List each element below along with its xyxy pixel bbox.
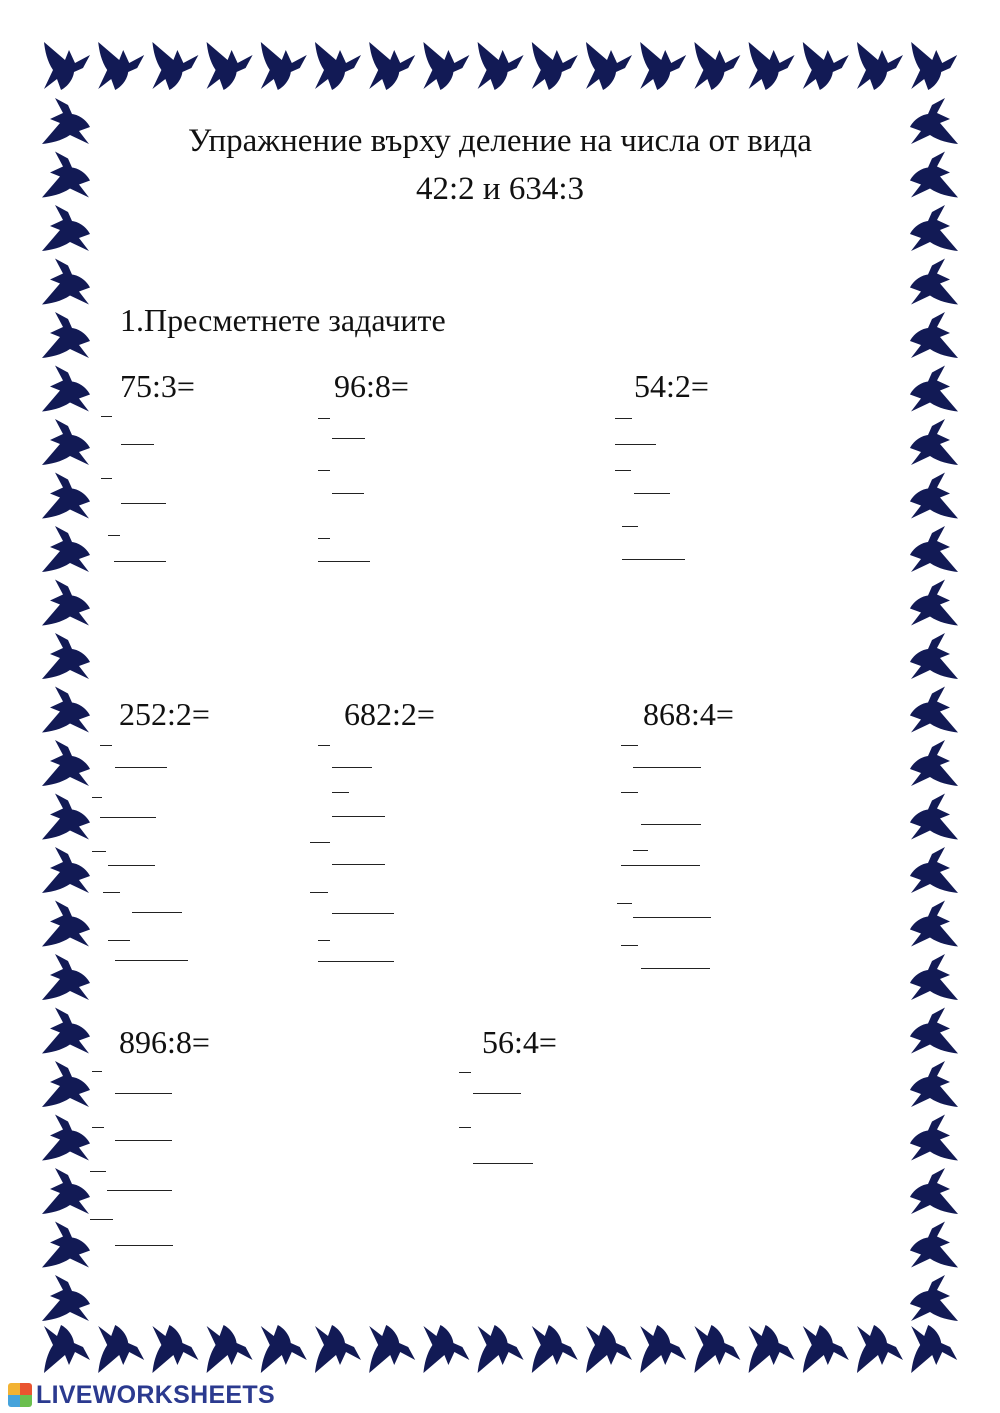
work-line xyxy=(90,1219,113,1220)
swallow-icon xyxy=(42,259,90,305)
swallow-icon xyxy=(152,1325,198,1373)
swallow-icon xyxy=(910,1168,958,1214)
work-line xyxy=(332,493,364,494)
brand-name: LIVEWORKSHEETS xyxy=(36,1380,275,1409)
problem-expression: 868:4= xyxy=(643,696,734,732)
logo-square xyxy=(8,1383,20,1395)
work-line xyxy=(115,1245,173,1246)
work-line xyxy=(92,1127,104,1128)
swallow-icon xyxy=(910,473,958,519)
swallow-icon xyxy=(910,633,958,679)
swallow-icon xyxy=(910,901,958,947)
swallow-icon xyxy=(42,152,90,198)
swallow-icon xyxy=(857,42,903,90)
swallow-icon xyxy=(694,42,740,90)
work-line xyxy=(115,767,167,768)
swallow-icon xyxy=(910,98,958,144)
work-line xyxy=(473,1093,521,1094)
work-line xyxy=(132,912,182,913)
swallow-icon xyxy=(369,42,415,90)
swallow-icon xyxy=(857,1325,903,1373)
swallow-icon xyxy=(749,1325,795,1373)
work-line xyxy=(103,892,120,893)
swallow-icon xyxy=(42,687,90,733)
work-line xyxy=(108,865,155,866)
swallow-icon xyxy=(910,1115,958,1161)
swallow-icon xyxy=(910,526,958,572)
swallow-icon xyxy=(586,1325,632,1373)
work-line xyxy=(621,945,638,946)
work-line xyxy=(318,940,330,941)
swallow-icon xyxy=(315,1325,361,1373)
swallow-icon xyxy=(42,1168,90,1214)
work-line xyxy=(115,1093,172,1094)
swallow-icon xyxy=(42,1222,90,1268)
swallow-icon xyxy=(207,42,253,90)
logo-square xyxy=(20,1383,32,1395)
swallow-icon xyxy=(640,42,686,90)
swallow-icon xyxy=(910,1061,958,1107)
work-line xyxy=(634,493,670,494)
swallow-icon xyxy=(98,1325,144,1373)
swallow-icon xyxy=(42,526,90,572)
work-line xyxy=(318,470,330,471)
swallow-icon xyxy=(42,847,90,893)
work-line xyxy=(92,797,102,798)
work-line xyxy=(641,968,710,969)
swallow-icon xyxy=(640,1325,686,1373)
work-line xyxy=(633,850,648,851)
work-line xyxy=(318,561,370,562)
swallow-icon xyxy=(42,794,90,840)
swallow-icon xyxy=(42,98,90,144)
work-line xyxy=(621,745,638,746)
work-line xyxy=(108,940,130,941)
work-line xyxy=(100,817,156,818)
swallow-icon xyxy=(315,42,361,90)
swallow-icon xyxy=(910,794,958,840)
swallow-icon xyxy=(910,419,958,465)
swallow-icon xyxy=(910,152,958,198)
work-line xyxy=(332,792,349,793)
swallow-icon xyxy=(42,473,90,519)
work-line xyxy=(121,444,154,445)
swallow-icon xyxy=(910,687,958,733)
work-line xyxy=(622,559,685,560)
work-line xyxy=(332,438,365,439)
task-instruction: 1.Пресметнете задачите xyxy=(120,302,446,338)
swallow-icon xyxy=(261,42,307,90)
work-line xyxy=(332,767,372,768)
work-line xyxy=(108,535,120,536)
swallow-icon xyxy=(42,580,90,626)
swallow-icon xyxy=(532,42,578,90)
problem-expression: 252:2= xyxy=(119,696,210,732)
swallow-icon xyxy=(42,1008,90,1054)
swallow-icon xyxy=(910,954,958,1000)
problem-expression: 682:2= xyxy=(344,696,435,732)
swallow-icon xyxy=(42,740,90,786)
work-line xyxy=(621,792,638,793)
work-line xyxy=(459,1127,471,1128)
work-line xyxy=(615,418,632,419)
swallow-icon xyxy=(803,42,849,90)
swallow-icon xyxy=(261,1325,307,1373)
swallow-icon xyxy=(910,1222,958,1268)
work-line xyxy=(318,538,330,539)
work-line xyxy=(310,842,330,843)
swallow-icon xyxy=(532,1325,578,1373)
swallow-icon xyxy=(207,1325,253,1373)
work-line xyxy=(101,478,112,479)
swallow-icon xyxy=(423,1325,469,1373)
swallow-icon xyxy=(42,312,90,358)
work-line xyxy=(101,416,112,417)
work-line xyxy=(107,1190,172,1191)
swallow-icon xyxy=(910,259,958,305)
work-line xyxy=(318,745,330,746)
worksheet-title: Упражнение върху деление на числа от вида xyxy=(188,123,812,159)
work-line xyxy=(615,470,631,471)
logo-square xyxy=(8,1395,20,1407)
work-line xyxy=(115,1140,172,1141)
swallow-icon xyxy=(910,1008,958,1054)
liveworksheets-logo-icon xyxy=(8,1383,32,1407)
work-line xyxy=(641,824,701,825)
swallow-icon xyxy=(910,312,958,358)
work-line xyxy=(114,561,166,562)
swallow-icon xyxy=(478,42,524,90)
work-line xyxy=(100,745,112,746)
problem-expression: 896:8= xyxy=(119,1024,210,1060)
swallow-icon xyxy=(42,1115,90,1161)
work-line xyxy=(615,444,656,445)
work-line xyxy=(318,418,330,419)
swallow-icon xyxy=(803,1325,849,1373)
swallow-icon xyxy=(42,954,90,1000)
swallow-icon xyxy=(749,42,795,90)
swallow-icon xyxy=(42,1275,90,1321)
swallow-icon xyxy=(369,1325,415,1373)
work-line xyxy=(332,816,385,817)
swallow-icon xyxy=(910,580,958,626)
swallow-icon xyxy=(586,42,632,90)
swallow-icon xyxy=(42,366,90,412)
work-line xyxy=(310,892,328,893)
logo-square xyxy=(20,1395,32,1407)
work-line xyxy=(92,1071,102,1072)
work-line xyxy=(121,503,166,504)
worksheet-subtitle: 42:2 и 634:3 xyxy=(416,171,584,207)
swallow-icon xyxy=(423,42,469,90)
swallow-icon xyxy=(44,42,90,90)
swallow-icon xyxy=(910,205,958,251)
swallow-icon xyxy=(98,42,144,90)
swallow-icon xyxy=(910,847,958,893)
problem-expression: 54:2= xyxy=(634,368,709,404)
swallow-icon xyxy=(478,1325,524,1373)
problem-expression: 56:4= xyxy=(482,1024,557,1060)
work-line xyxy=(473,1163,533,1164)
work-line xyxy=(90,1171,106,1172)
work-line xyxy=(332,913,394,914)
swallow-icon xyxy=(910,1275,958,1321)
swallow-icon xyxy=(694,1325,740,1373)
swallow-icon xyxy=(42,1061,90,1107)
work-line xyxy=(633,917,711,918)
swallow-icon xyxy=(911,1325,957,1373)
swallow-icon xyxy=(42,205,90,251)
problem-expression: 96:8= xyxy=(334,368,409,404)
swallow-icon xyxy=(42,419,90,465)
work-line xyxy=(115,960,188,961)
work-line xyxy=(92,851,106,852)
work-line xyxy=(318,961,394,962)
work-line xyxy=(621,865,700,866)
problem-expression: 75:3= xyxy=(120,368,195,404)
swallow-icon xyxy=(910,366,958,412)
swallow-icon xyxy=(42,901,90,947)
work-line xyxy=(459,1072,471,1073)
work-line xyxy=(633,767,701,768)
work-line xyxy=(332,864,385,865)
swallow-icon xyxy=(152,42,198,90)
swallow-icon xyxy=(42,633,90,679)
liveworksheets-brand xyxy=(8,1380,275,1410)
work-line xyxy=(622,526,638,527)
work-line xyxy=(617,903,632,904)
swallow-icon xyxy=(911,42,957,90)
swallow-icon xyxy=(910,740,958,786)
swallow-icon xyxy=(44,1325,90,1373)
